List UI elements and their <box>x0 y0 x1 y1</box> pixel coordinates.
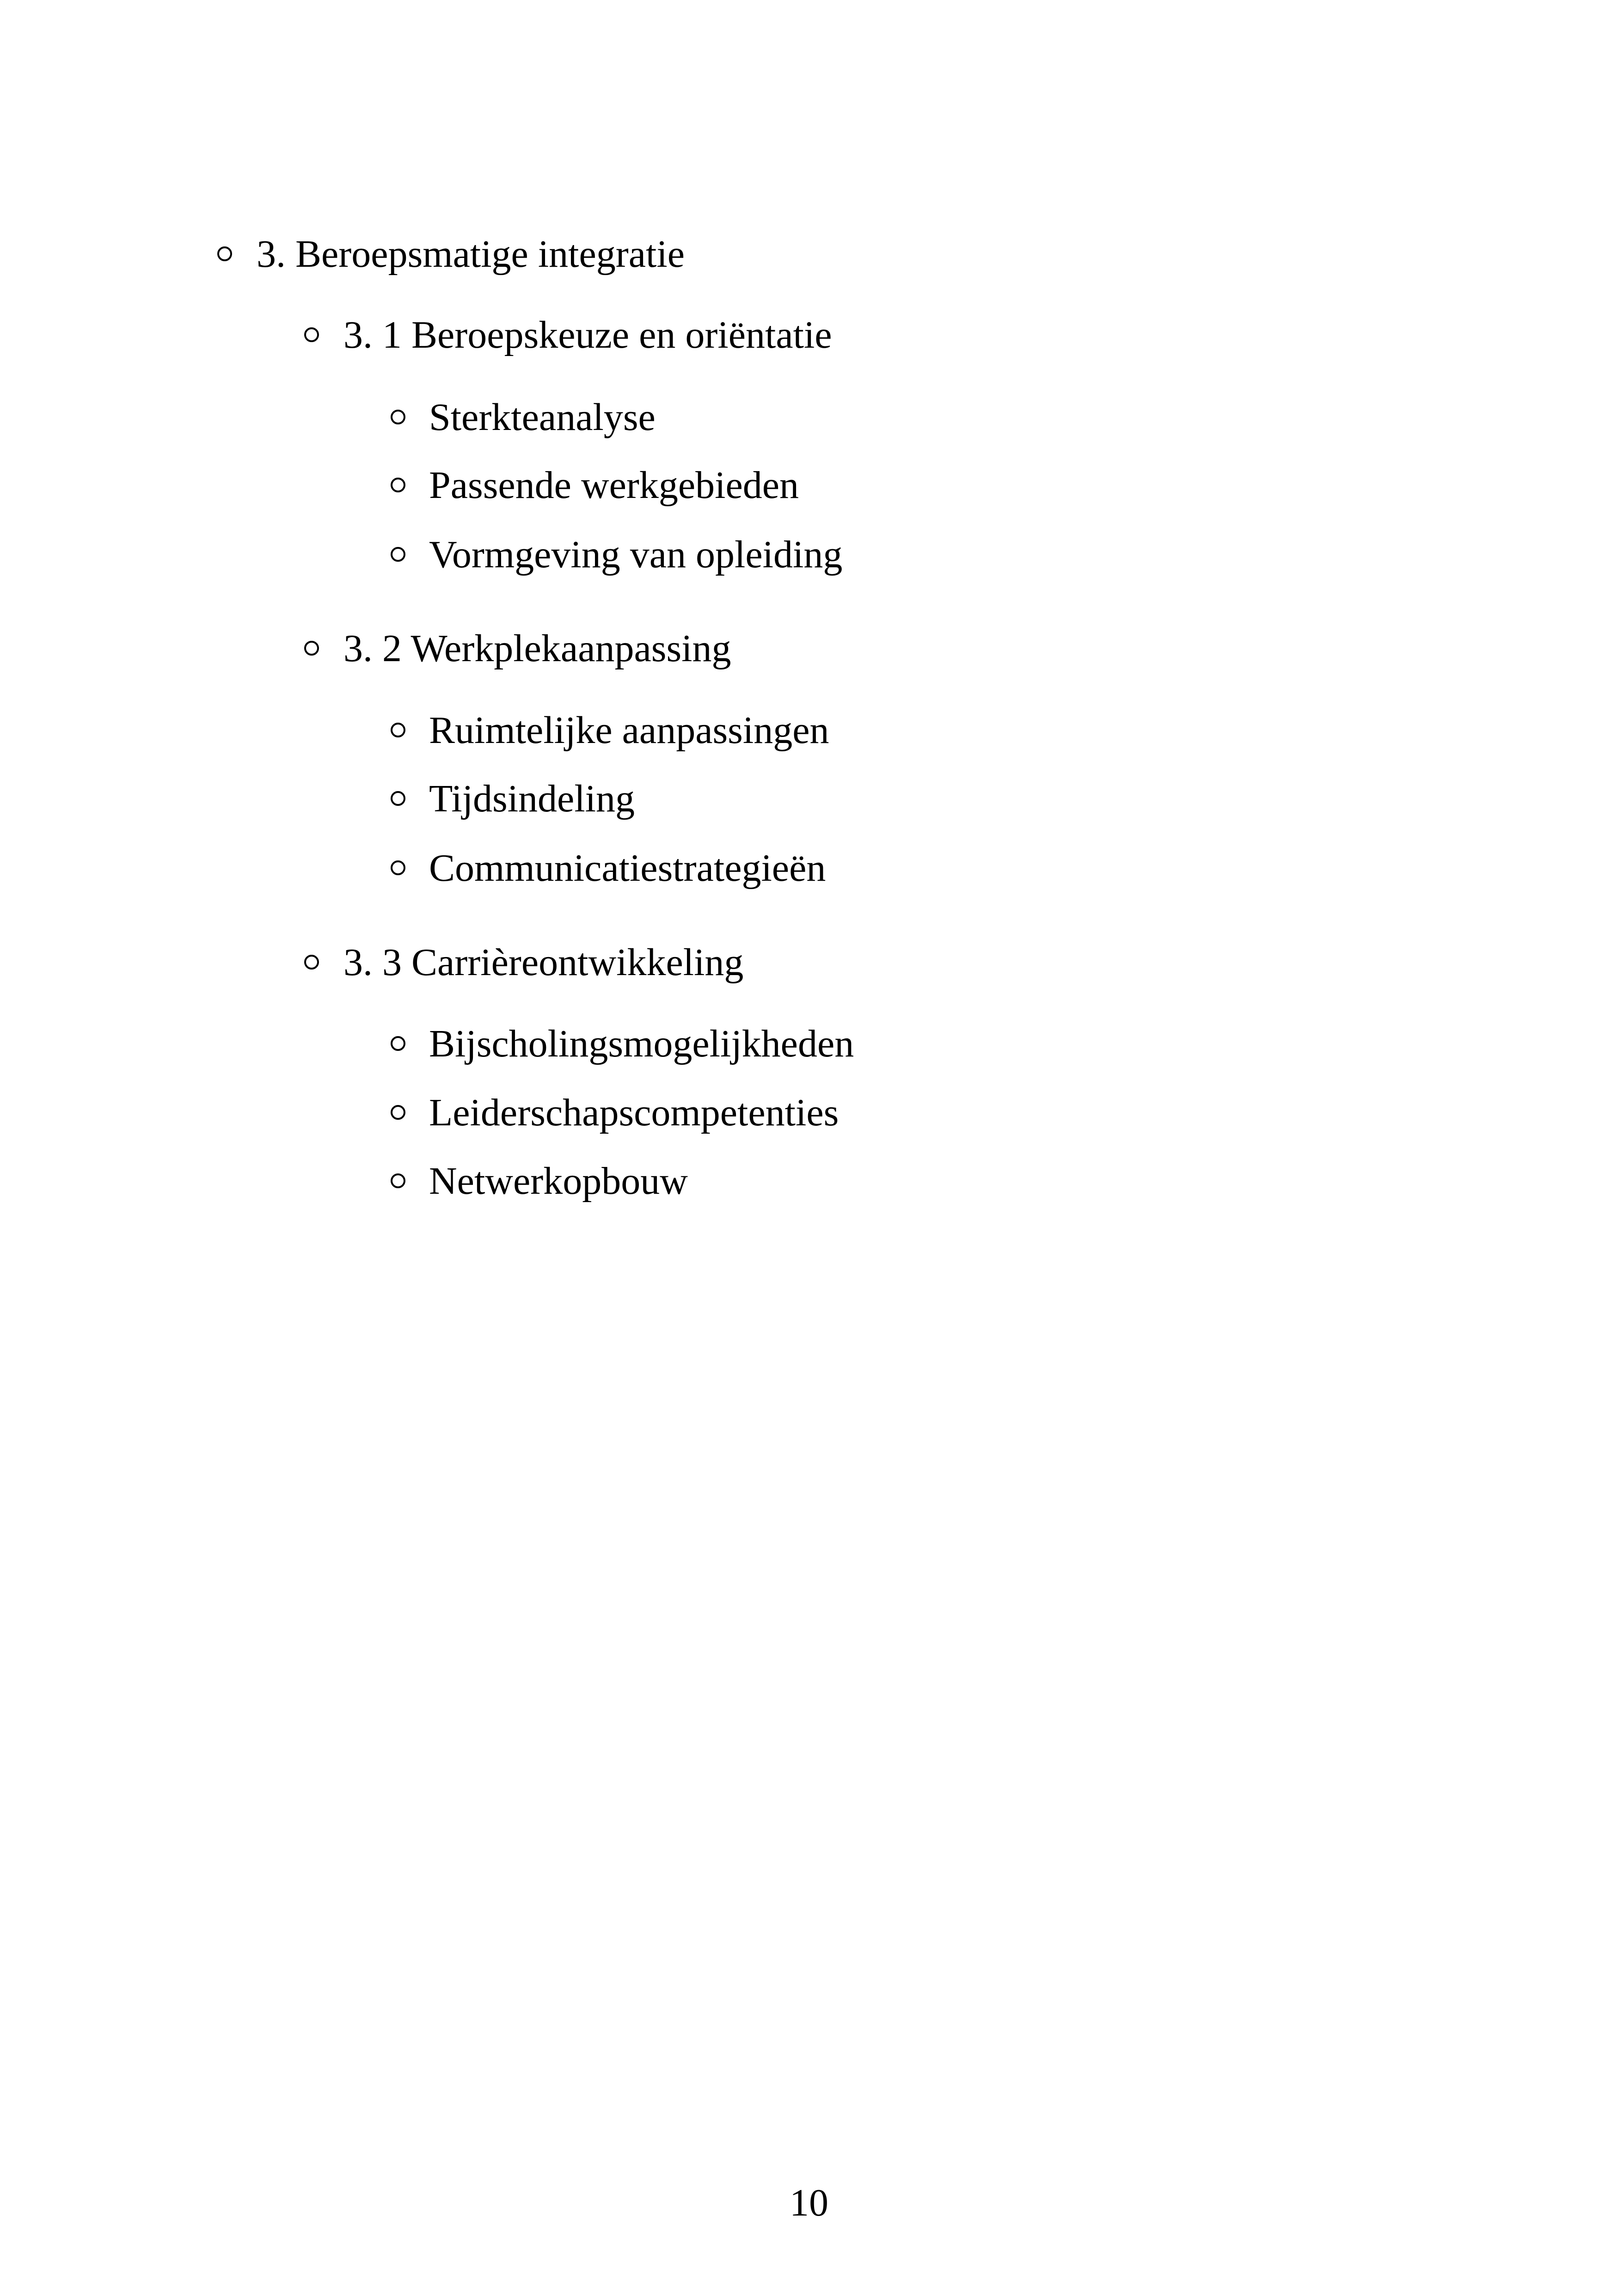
outline-item-label: Ruimtelijke aanpassingen <box>429 709 829 752</box>
outline-item-label: Leiderschapscompetenties <box>429 1091 839 1134</box>
hollow-circle-bullet-icon <box>391 791 405 806</box>
hollow-circle-bullet-icon <box>304 327 319 342</box>
page-number: 10 <box>790 2181 828 2224</box>
hollow-circle-bullet-icon <box>217 246 232 261</box>
outline-item-label: Netwerkopbouw <box>429 1160 688 1203</box>
hollow-circle-bullet-icon <box>391 410 405 424</box>
outline-subsection-title: 3. 2 Werkplekaanpassing <box>343 627 731 670</box>
outline-section-title: 3. Beroepsmatige integratie <box>257 233 685 276</box>
outline-item-label: Tijdsindeling <box>429 777 635 820</box>
hollow-circle-bullet-icon <box>304 955 319 970</box>
hollow-circle-bullet-icon <box>391 547 405 562</box>
outline-item-label: Communicatiestrategieën <box>429 847 826 890</box>
hollow-circle-bullet-icon <box>391 860 405 875</box>
hollow-circle-bullet-icon <box>391 1036 405 1051</box>
hollow-circle-bullet-icon <box>391 478 405 492</box>
outline-item-label: Bijscholingsmogelijkheden <box>429 1022 854 1065</box>
outline-subsection-title: 3. 3 Carrièreontwikkeling <box>343 941 744 984</box>
hollow-circle-bullet-icon <box>391 1173 405 1188</box>
hollow-circle-bullet-icon <box>304 641 319 656</box>
outline-item-label: Passende werkgebieden <box>429 464 799 507</box>
outline-item-label: Vormgeving van opleiding <box>429 533 843 576</box>
hollow-circle-bullet-icon <box>391 1105 405 1120</box>
outline-item-label: Sterkteanalyse <box>429 396 656 439</box>
outline-subsection-title: 3. 1 Beroepskeuze en oriëntatie <box>343 313 832 356</box>
hollow-circle-bullet-icon <box>391 723 405 737</box>
